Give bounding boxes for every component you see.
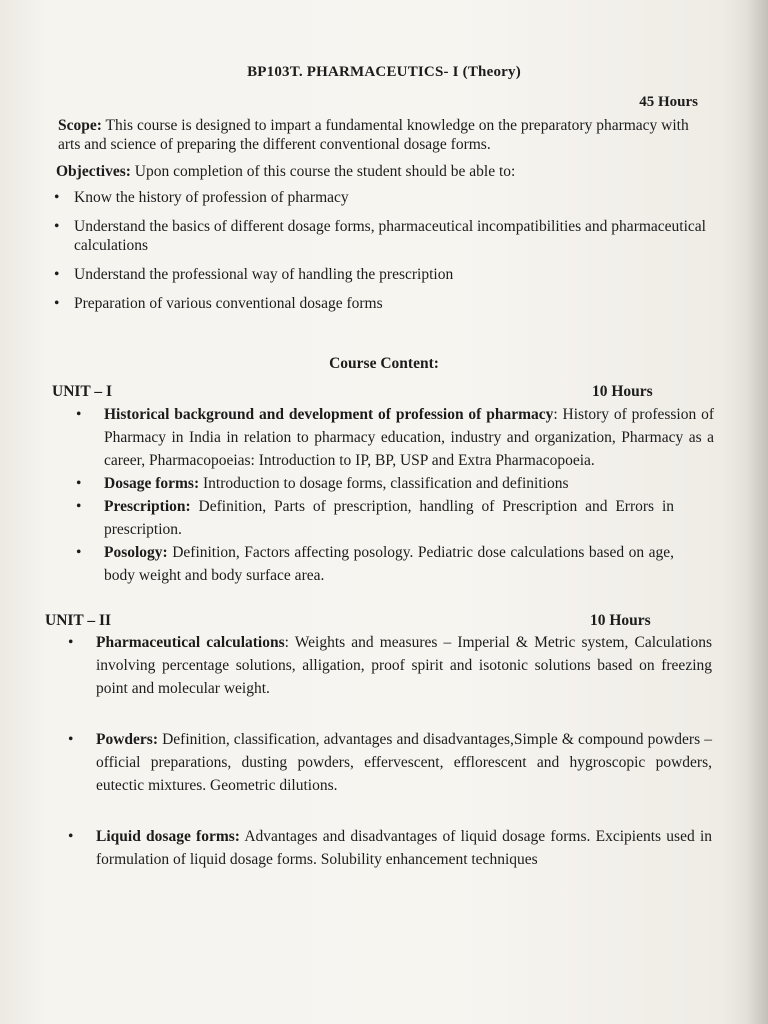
topic-text: : Weights and measures – Imperial & Metric system, Calculations involving percentage solutions, alligation, proof spirit and isotonic solutions based on freezing point and molecular weight. bbox=[96, 634, 712, 697]
unit-2-topic bbox=[68, 728, 712, 797]
topic-label: Historical background and development of profession of pharmacy bbox=[104, 406, 554, 423]
bullet-icon: • bbox=[68, 731, 74, 748]
objective-item: • Understand the professional way of handling the prescription bbox=[54, 265, 714, 284]
total-hours: 45 Hours bbox=[639, 94, 698, 110]
bullet-icon: • bbox=[76, 544, 82, 561]
bullet-icon: • bbox=[76, 498, 82, 515]
bullet-icon: • bbox=[76, 475, 82, 492]
unit-2-topic bbox=[68, 631, 712, 700]
unit-2-topic bbox=[68, 825, 712, 871]
topic-text: Definition, classification, advantages and disadvantages,Simple & compound powders – official preparations, dusting powders, effervescent, efflorescent and hygroscopic powders, eutectic mixtures. Geometric dilutions. bbox=[96, 731, 712, 794]
scope-paragraph bbox=[58, 116, 708, 154]
objective-item: • Know the history of profession of pharmacy bbox=[54, 188, 714, 207]
topic-text: Definition, Factors affecting posology. Pediatric dose calculations based on age, body weight and body surface area. bbox=[104, 544, 674, 584]
objective-item: • Understand the basics of different dosage forms, pharmaceutical incompatibilities and pharmaceutical calculations bbox=[54, 217, 714, 255]
objectives-list bbox=[54, 188, 714, 323]
topic-text: Introduction to dosage forms, classification and definitions bbox=[199, 475, 569, 492]
unit-2-hours: 10 Hours bbox=[590, 612, 651, 629]
scope-text: This course is designed to impart a fundamental knowledge on the preparatory pharmacy with arts and science of preparing the different conventional dosage forms. bbox=[58, 117, 689, 153]
bullet-icon: • bbox=[76, 406, 82, 423]
bullet-icon: • bbox=[68, 828, 74, 845]
unit-1-topics bbox=[76, 403, 715, 587]
objectives-paragraph bbox=[56, 162, 706, 181]
unit-1-topic bbox=[76, 541, 714, 587]
topic-label: Dosage forms: bbox=[104, 475, 200, 492]
unit-1-title: UNIT – I bbox=[52, 383, 113, 400]
topic-text: Definition, Parts of prescription, handling of Prescription and Errors in prescription. bbox=[104, 498, 674, 538]
scope-label: Scope: bbox=[58, 117, 102, 134]
unit-1-topic bbox=[76, 472, 714, 495]
topic-label: Posology: bbox=[104, 544, 168, 561]
topic-label: Pharmaceutical calculations bbox=[96, 634, 285, 651]
bullet-icon: • bbox=[68, 634, 74, 651]
unit-1-topic bbox=[76, 403, 715, 472]
objectives-text: Upon completion of this course the student should be able to: bbox=[130, 163, 516, 180]
unit-1-hours: 10 Hours bbox=[592, 383, 653, 400]
topic-label: Liquid dosage forms: bbox=[96, 828, 240, 845]
page-edge-shadow bbox=[746, 0, 768, 1024]
topic-label: Prescription: bbox=[104, 498, 191, 515]
unit-2-title: UNIT – II bbox=[45, 612, 112, 629]
objectives-label: Objectives: bbox=[56, 163, 131, 180]
course-title: BP103T. PHARMACEUTICS- I (Theory) bbox=[247, 64, 521, 80]
objective-item: • Preparation of various conventional dosage forms bbox=[54, 294, 714, 313]
unit-1-topic bbox=[76, 495, 714, 541]
unit-2-topics bbox=[68, 631, 712, 871]
topic-label: Powders: bbox=[96, 731, 158, 748]
topic-text: Advantages and disadvantages of liquid dosage forms. Excipients used in formulation of liquid dosage forms. Solubility enhancement techniques bbox=[96, 828, 712, 868]
course-content-heading: Course Content: bbox=[329, 355, 439, 372]
topic-text: : History of profession of Pharmacy in India in relation to pharmacy education, industry and organization, Pharmacy as a career, Pharmacopoeias: Introduction to IP, BP, USP and Extra Pharmacopoeia. bbox=[104, 406, 715, 469]
